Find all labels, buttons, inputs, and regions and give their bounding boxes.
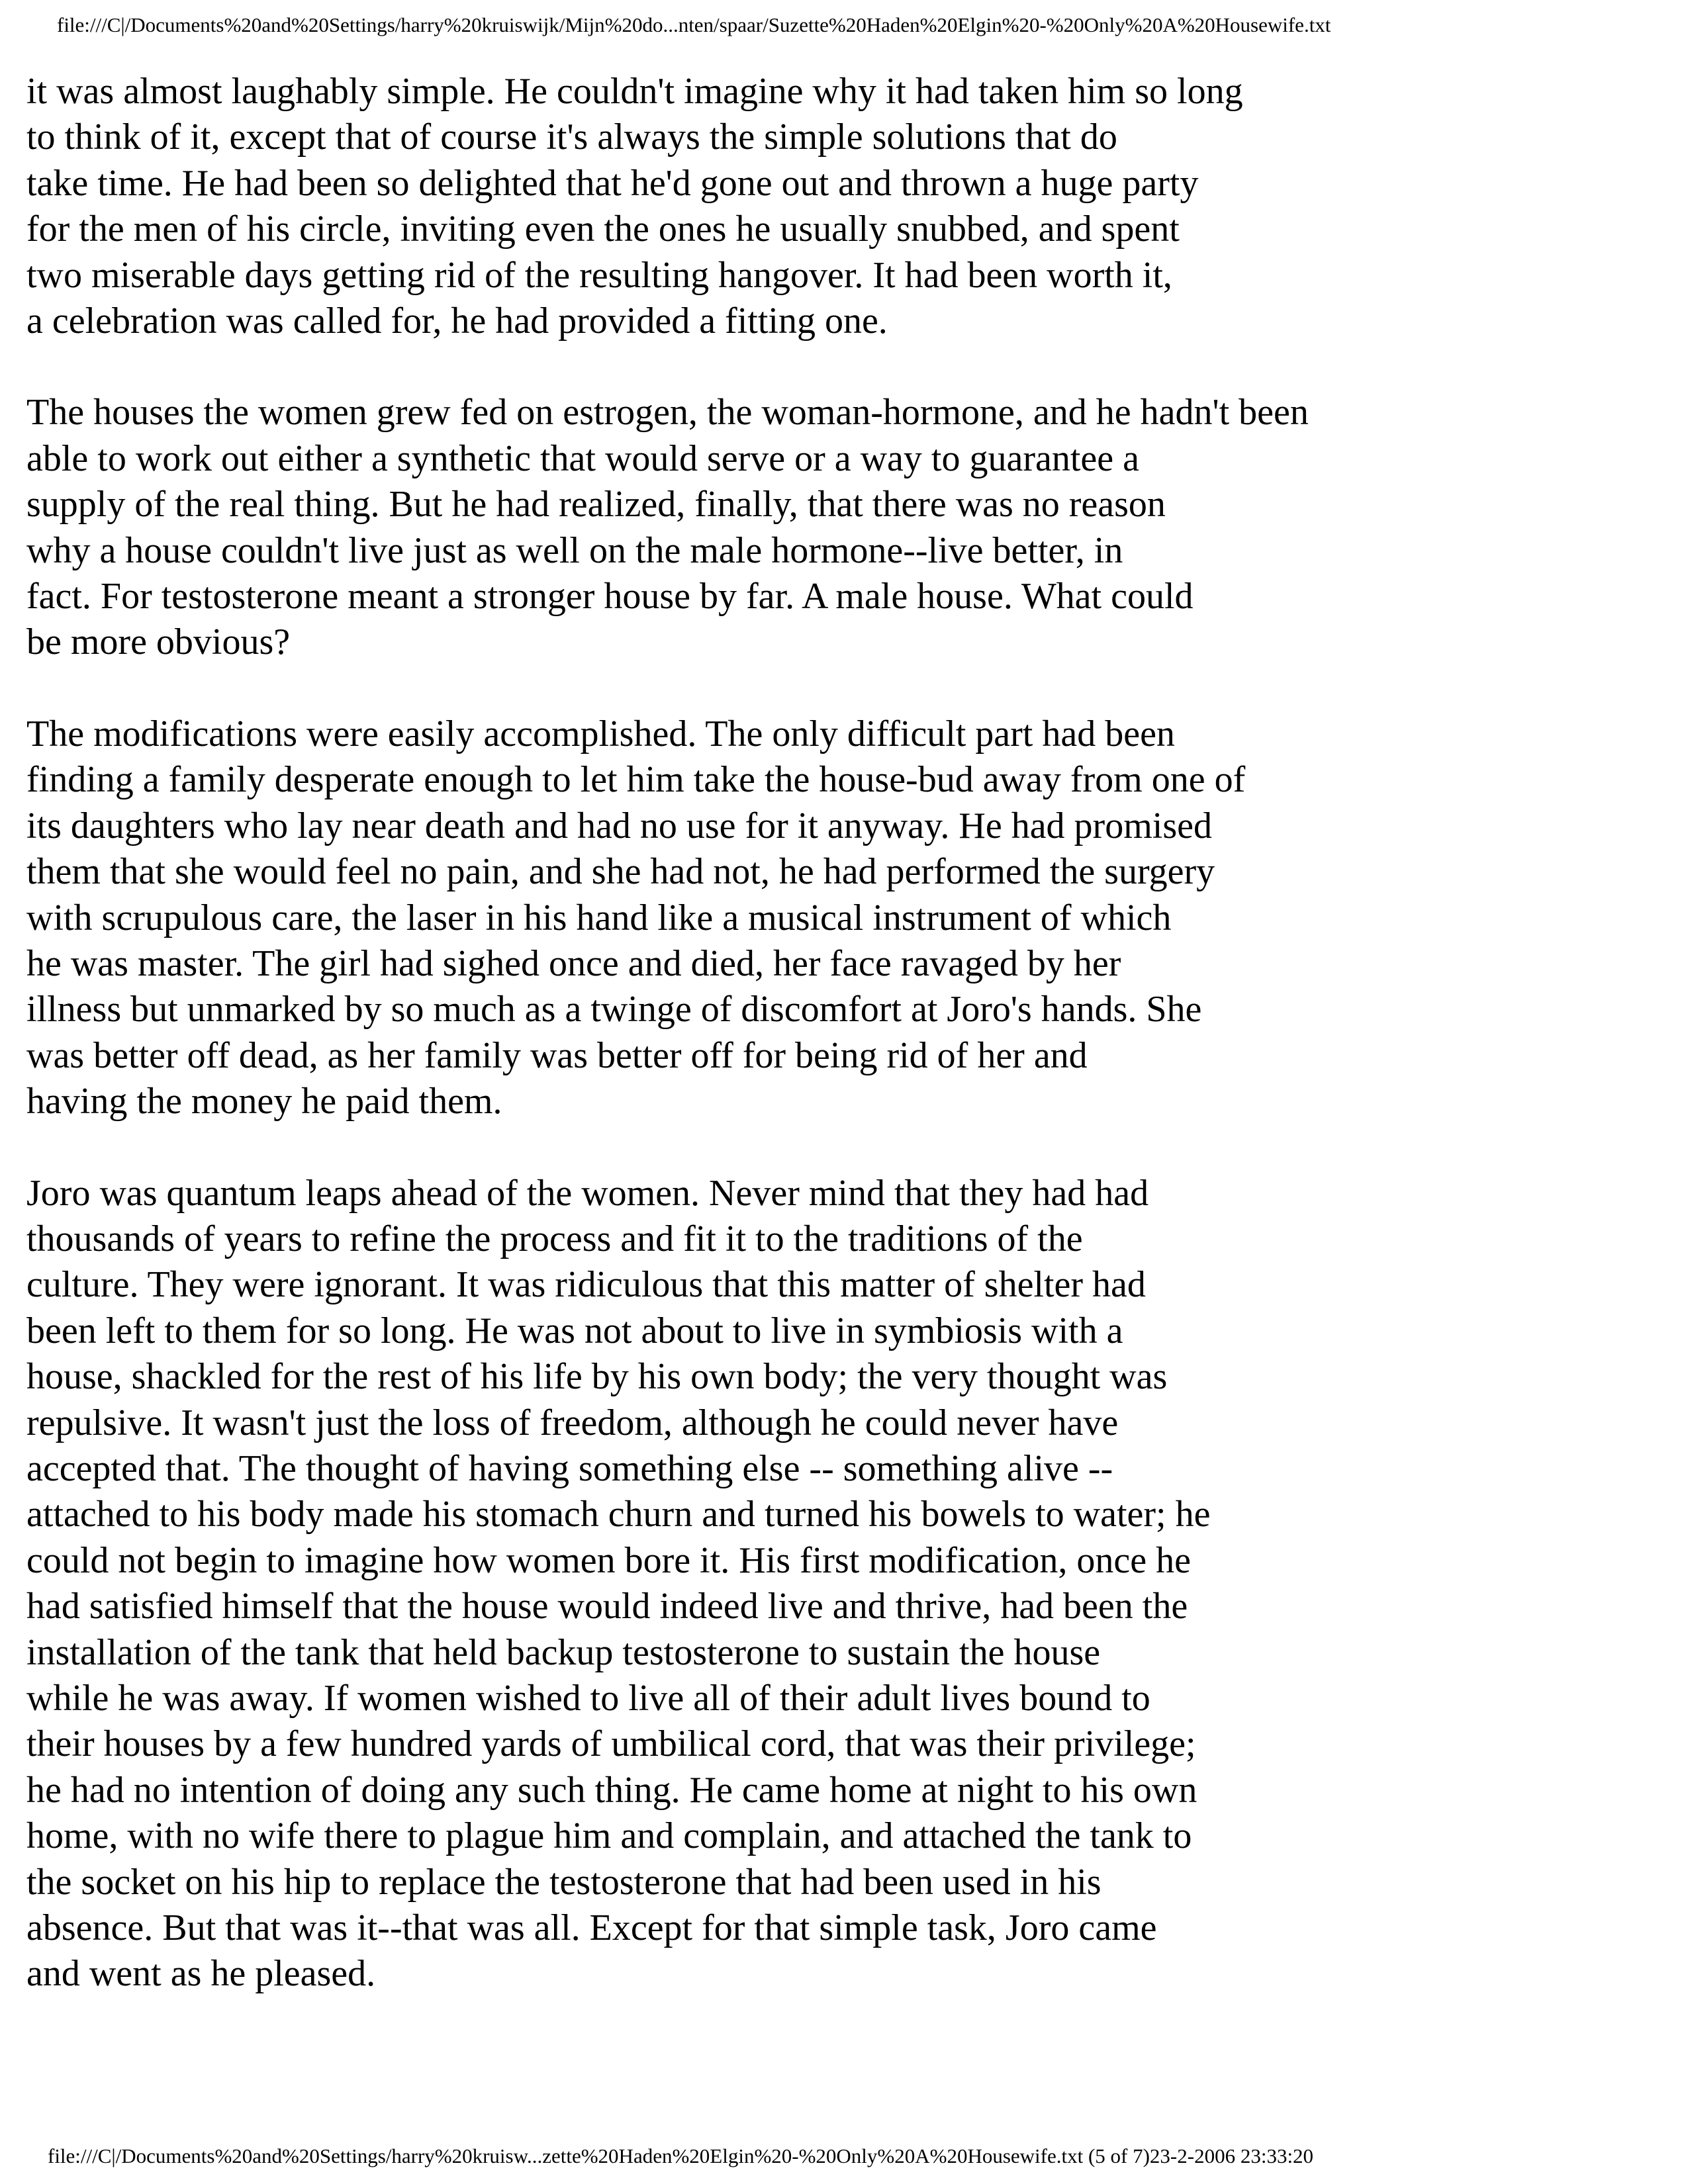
text-line: fact. For testosterone meant a stronger house by far. A male house. What could xyxy=(26,576,1194,617)
text-line: home, with no wife there to plague him and complain, and attached the tank to xyxy=(26,1815,1192,1857)
text-line: could not begin to imagine how women bore it. His first modification, once he xyxy=(26,1539,1191,1581)
page-footer-file-path: file:///C|/Documents%20and%20Settings/harry%20kruisw...zette%20Haden%20Elgin%20-%20Only%20A%20Housewife.txt (5 of 7)23-2-2006 23:33:20 xyxy=(48,2144,1314,2167)
paragraph-4 xyxy=(26,1171,1383,1997)
text-line: and went as he pleased. xyxy=(26,1953,376,1995)
text-line: accepted that. The thought of having something else -- something alive -- xyxy=(26,1447,1113,1489)
text-line: having the money he paid them. xyxy=(26,1081,502,1122)
text-line: he had no intention of doing any such thing. He came home at night to his own xyxy=(26,1769,1197,1811)
text-line: be more obvious? xyxy=(26,621,291,663)
page-header-file-path: file:///C|/Documents%20and%20Settings/harry%20kruiswijk/Mijn%20do...nten/spaar/Suzette%20Haden%20Elgin%20-%20Only%20A%20Housewife.txt xyxy=(57,13,1331,36)
text-line: thousands of years to refine the process and fit it to the traditions of the xyxy=(26,1218,1083,1259)
text-line: culture. They were ignorant. It was ridiculous that this matter of shelter had xyxy=(26,1264,1146,1306)
text-line: he was master. The girl had sighed once and died, her face ravaged by her xyxy=(26,942,1121,984)
text-line: absence. But that was it--that was all. Except for that simple task, Joro came xyxy=(26,1907,1157,1949)
text-line: able to work out either a synthetic that would serve or a way to guarantee a xyxy=(26,437,1139,479)
text-line: installation of the tank that held backup testosterone to sustain the house xyxy=(26,1631,1101,1673)
text-line: why a house couldn't live just as well on the male hormone--live better, in xyxy=(26,529,1123,571)
text-line: their houses by a few hundred yards of umbilical cord, that was their privilege; xyxy=(26,1723,1196,1765)
text-line: Joro was quantum leaps ahead of the women. Never mind that they had had xyxy=(26,1172,1149,1214)
paragraph-2 xyxy=(26,390,1383,665)
text-line: finding a family desperate enough to let him take the house-bud away from one of xyxy=(26,759,1246,801)
text-line: The houses the women grew fed on estrogen, the woman-hormone, and he hadn't been xyxy=(26,392,1309,433)
text-line: house, shackled for the rest of his life by his own body; the very thought was xyxy=(26,1356,1168,1398)
text-line: take time. He had been so delighted that he'd gone out and thrown a huge party xyxy=(26,162,1199,204)
text-line: its daughters who lay near death and had no use for it anyway. He had promised xyxy=(26,805,1212,846)
paragraph-3 xyxy=(26,711,1383,1125)
paragraph-1 xyxy=(26,69,1383,344)
text-line: two miserable days getting rid of the resulting hangover. It had been worth it, xyxy=(26,254,1172,296)
text-line: The modifications were easily accomplished. The only difficult part had been xyxy=(26,713,1175,754)
text-line: it was almost laughably simple. He couldn't imagine why it had taken him so long xyxy=(26,71,1243,112)
text-line: a celebration was called for, he had provided a fitting one. xyxy=(26,300,888,342)
text-line: to think of it, except that of course it's always the simple solutions that do xyxy=(26,116,1117,158)
text-line: for the men of his circle, inviting even the ones he usually snubbed, and spent xyxy=(26,208,1180,250)
text-line: been left to them for so long. He was not about to live in symbiosis with a xyxy=(26,1310,1123,1351)
text-line: had satisfied himself that the house would indeed live and thrive, had been the xyxy=(26,1586,1188,1627)
text-line: with scrupulous care, the laser in his hand like a musical instrument of which xyxy=(26,897,1172,938)
text-line: was better off dead, as her family was better off for being rid of her and xyxy=(26,1034,1088,1076)
text-line: attached to his body made his stomach churn and turned his bowels to water; he xyxy=(26,1494,1211,1535)
text-line: them that she would feel no pain, and she had not, he had performed the surgery xyxy=(26,851,1215,893)
text-line: repulsive. It wasn't just the loss of freedom, although he could never have xyxy=(26,1402,1119,1443)
text-line: supply of the real thing. But he had realized, finally, that there was no reason xyxy=(26,484,1166,525)
text-line: the socket on his hip to replace the testosterone that had been used in his xyxy=(26,1861,1102,1903)
text-line: illness but unmarked by so much as a twinge of discomfort at Joro's hands. She xyxy=(26,989,1202,1030)
document-body xyxy=(26,69,1383,1997)
text-line: while he was away. If women wished to live all of their adult lives bound to xyxy=(26,1678,1150,1719)
